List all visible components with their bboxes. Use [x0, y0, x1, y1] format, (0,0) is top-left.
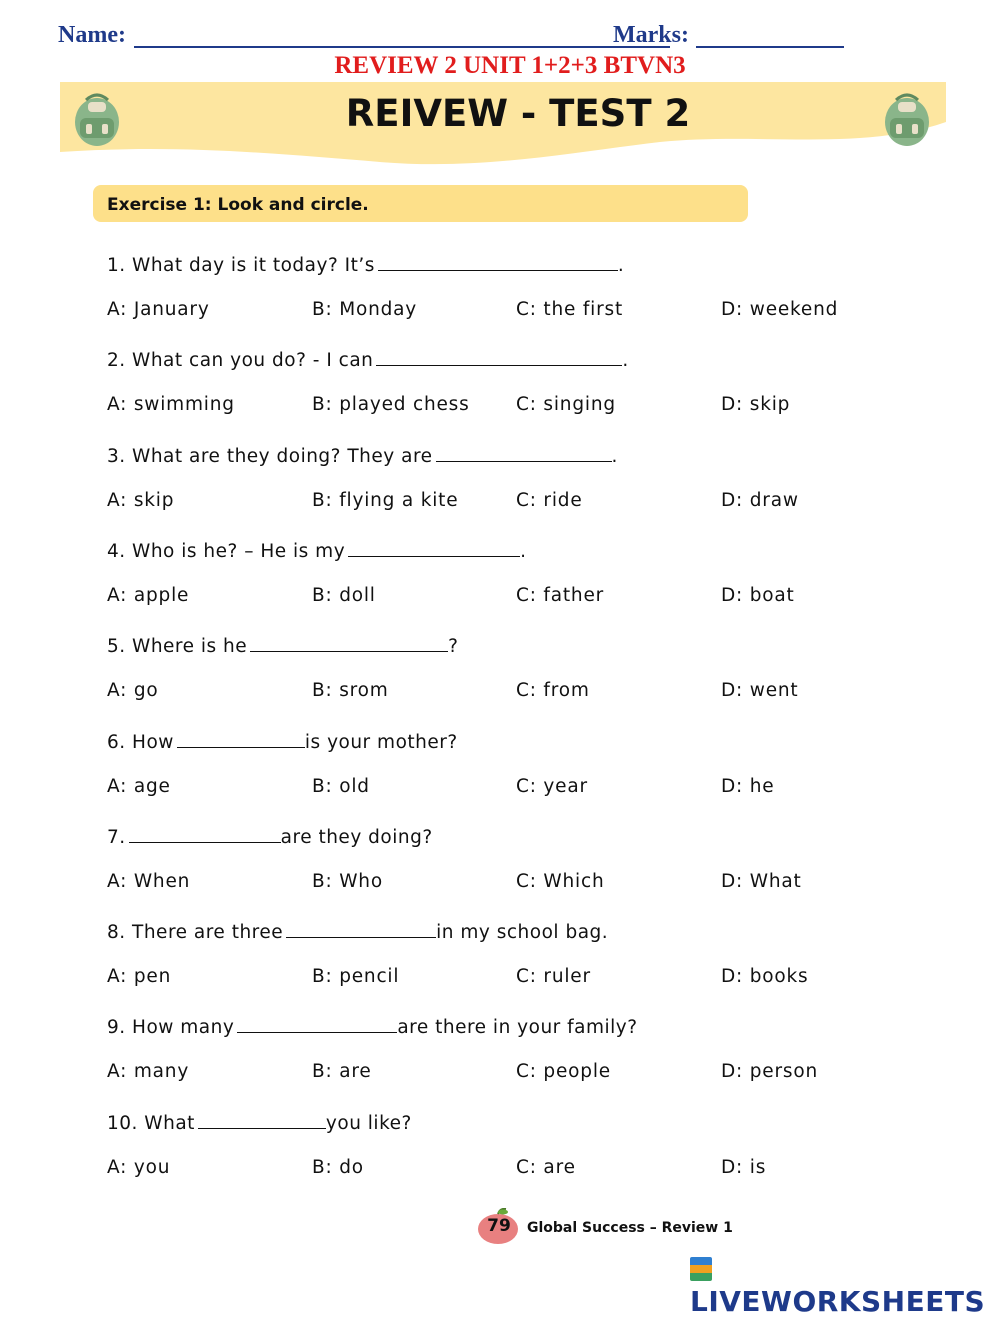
answer-option[interactable]: D: is — [721, 1156, 767, 1178]
answer-option[interactable]: C: ruler — [516, 966, 591, 988]
question-text: 10. What — [107, 1112, 195, 1134]
answer-option[interactable]: B: old — [312, 775, 370, 797]
answer-blank[interactable] — [237, 1014, 397, 1033]
question-text-end: . — [617, 255, 625, 276]
answer-option[interactable]: D: boat — [721, 584, 795, 606]
answer-option[interactable]: B: played chess — [312, 394, 470, 416]
answer-blank[interactable] — [198, 1110, 326, 1129]
answer-blank[interactable] — [250, 633, 448, 652]
question-text-end: . — [611, 445, 618, 467]
question-text-end: . — [520, 540, 527, 562]
question-text: 2. What can you do? - I can — [107, 350, 374, 372]
liveworksheets-logo — [690, 1252, 1000, 1318]
answer-blank[interactable] — [177, 729, 305, 748]
answer-option[interactable]: D: weekend — [721, 299, 839, 320]
backpack-icon — [66, 88, 128, 150]
name-line[interactable] — [134, 46, 536, 48]
answer-option[interactable]: D: What — [721, 870, 802, 892]
answer-option[interactable]: B: flying a kite — [312, 489, 459, 511]
marks-line[interactable] — [696, 46, 844, 48]
exercise-title: Exercise 1: Look and circle. — [107, 195, 369, 215]
question-10 — [107, 1110, 412, 1134]
answer-option[interactable]: C: the first — [516, 299, 624, 320]
answer-option[interactable]: A: you — [107, 1156, 171, 1178]
answer-option[interactable]: C: people — [516, 1061, 611, 1083]
answer-blank[interactable] — [378, 252, 618, 271]
answer-option[interactable]: C: are — [516, 1156, 576, 1178]
answer-option[interactable]: A: age — [107, 775, 171, 797]
answer-option[interactable]: D: he — [721, 775, 775, 797]
backpack-icon — [876, 88, 938, 150]
answer-option[interactable]: A: January — [107, 299, 210, 320]
question-2 — [107, 347, 629, 371]
question-1 — [107, 252, 624, 276]
question-8 — [107, 919, 608, 943]
answer-option[interactable]: C: ride — [516, 489, 583, 511]
page-title: REIVEW - TEST 2 — [345, 92, 691, 135]
answer-option[interactable]: B: Who — [312, 870, 383, 892]
question-4 — [107, 538, 527, 562]
marks-label: Marks: — [613, 22, 689, 48]
footer-text: Global Success – Review 1 — [527, 1220, 733, 1236]
question-9 — [107, 1014, 638, 1038]
question-text-end: in my school bag. — [436, 922, 609, 944]
question-text: 1. What day is it today? It’s — [107, 255, 375, 276]
answer-option[interactable]: B: Monday — [312, 299, 418, 320]
answer-blank[interactable] — [376, 347, 622, 366]
answer-option[interactable]: D: draw — [721, 489, 799, 511]
question-text: 4. Who is he? – He is my — [107, 540, 346, 562]
question-3 — [107, 443, 618, 467]
question-text-end: . — [622, 350, 629, 372]
answer-option[interactable]: C: from — [516, 680, 590, 702]
question-7 — [107, 824, 433, 848]
page-subtitle: REVIEW 2 UNIT 1+2+3 BTVN3 — [334, 52, 686, 79]
answer-blank[interactable] — [286, 919, 436, 938]
question-5 — [107, 633, 459, 657]
question-text-end: are they doing? — [280, 826, 433, 848]
question-text-end: ? — [448, 636, 459, 658]
page-number: 79 — [487, 1216, 511, 1236]
answer-option[interactable]: B: are — [312, 1061, 372, 1083]
question-text: 8. There are three — [107, 922, 284, 944]
question-text: 6. How — [107, 731, 174, 753]
answer-option[interactable]: A: swimming — [107, 394, 235, 416]
answer-option[interactable]: B: do — [312, 1156, 364, 1178]
question-text: 3. What are they doing? They are — [107, 445, 433, 467]
question-6 — [107, 729, 458, 753]
question-text-end: are there in your family? — [397, 1017, 638, 1039]
answer-option[interactable]: D: person — [721, 1061, 818, 1083]
answer-option[interactable]: A: go — [107, 680, 159, 702]
answer-option[interactable]: C: Which — [516, 870, 605, 892]
answer-blank[interactable] — [129, 824, 281, 843]
name-marks-line — [58, 22, 848, 54]
answer-option[interactable]: D: skip — [721, 394, 791, 416]
question-text: 7. — [107, 826, 126, 848]
liveworksheets-icon — [690, 1257, 712, 1281]
answer-option[interactable]: A: When — [107, 870, 191, 892]
question-text: 9. How many — [107, 1017, 235, 1039]
answer-option[interactable]: C: year — [516, 775, 588, 797]
answer-option[interactable]: D: went — [721, 680, 799, 702]
question-text-end: is your mother? — [304, 731, 458, 753]
question-text: 5. Where is he — [107, 636, 248, 658]
answer-option[interactable]: B: doll — [312, 584, 376, 606]
answer-option[interactable]: B: pencil — [312, 966, 400, 988]
answer-option[interactable]: C: father — [516, 584, 605, 606]
answer-option[interactable]: C: singing — [516, 394, 616, 416]
answer-blank[interactable] — [348, 538, 520, 557]
watermark-text: LIVEWORKSHEETS — [690, 1285, 986, 1318]
answer-option[interactable]: A: many — [107, 1061, 190, 1083]
answer-option[interactable]: A: pen — [107, 966, 172, 988]
answer-option[interactable]: A: apple — [107, 584, 190, 606]
answer-option[interactable]: D: books — [721, 966, 809, 988]
answer-option[interactable]: A: skip — [107, 489, 175, 511]
name-label: Name: — [58, 22, 126, 48]
answer-blank[interactable] — [436, 443, 612, 462]
answer-option[interactable]: B: srom — [312, 680, 389, 702]
question-text-end: you like? — [325, 1112, 412, 1134]
